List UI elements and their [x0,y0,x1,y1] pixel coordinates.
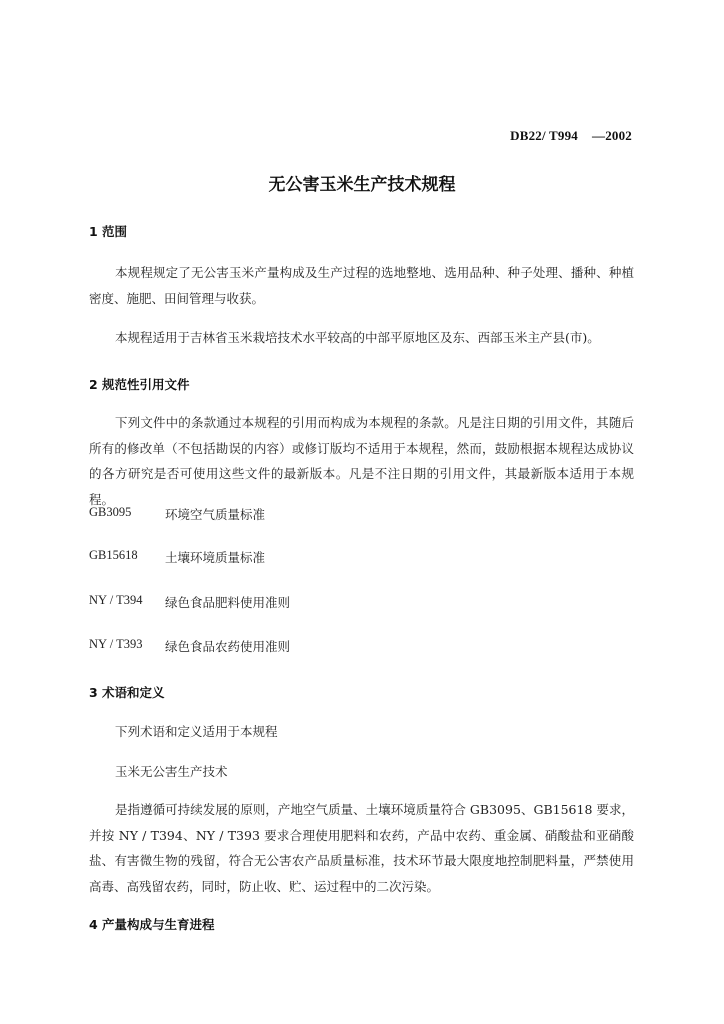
reference-title: 绿色食品农药使用准则 [165,639,291,654]
term-name: 玉米无公害生产技术 [115,764,228,779]
section-2-paragraph: 下列文件中的条款通过本规程的引用而构成为本规程的条款。凡是注日期的引用文件，其随后所有的修改单（不包括勘误的内容）或修订版均不适用于本规程，然而，鼓励根据本规程达成协议的各方研究是否可使用这些文件的最新版本。凡是不注日期的引用文件，其最新版本适用于本规程。 [89,415,634,507]
section-1-paragraph-1: 本规程规定了无公害玉米产量构成及生产过程的选地整地、选用品种、种子处理、播种、种植密度、施肥、田间管理与收获。 [89,265,634,306]
section-1-paragraph-2: 本规程适用于吉林省玉米栽培技术水平较高的中部平原地区及东、西部玉米主产县(市)。 [115,330,600,345]
standard-year: —2002 [592,128,632,143]
section-4-heading: 4 产量构成与生育进程 [89,917,215,932]
section-3-intro: 下列术语和定义适用于本规程 [115,724,278,739]
reference-title: 绿色食品肥料使用准则 [165,595,291,610]
reference-row [89,505,265,523]
standard-code [510,128,632,144]
standard-number: DB22/ T994 [510,128,578,143]
reference-row [89,593,290,611]
term-definition: 是指遵循可持续发展的原则，产地空气质量、土壤环境质量符合 GB3095、GB15618 要求，并按 NY / T394、NY / T393 要求合理使用肥料和农药，产品中农药、重金属、硝酸盐和亚硝酸盐、有害微生物的残留，符合无公害农产品质量标准，技术环节最大限度地控制肥料量，严禁使用高毒、高残留农药，同时，防止收、贮、运过程中的二次污染。 [89,802,634,894]
reference-code: GB3095 [89,505,132,519]
reference-row [89,548,265,566]
reference-code: NY / T394 [89,593,143,607]
document-title: 无公害玉米生产技术规程 [268,175,456,195]
section-2-heading: 2 规范性引用文件 [89,377,190,392]
reference-row [89,637,290,655]
reference-title: 环境空气质量标准 [165,507,266,522]
reference-code: GB15618 [89,548,138,562]
section-3-heading: 3 术语和定义 [89,685,165,700]
reference-code: NY / T393 [89,637,143,651]
reference-title: 土壤环境质量标准 [165,550,266,565]
section-1-heading: 1 范围 [89,224,128,239]
